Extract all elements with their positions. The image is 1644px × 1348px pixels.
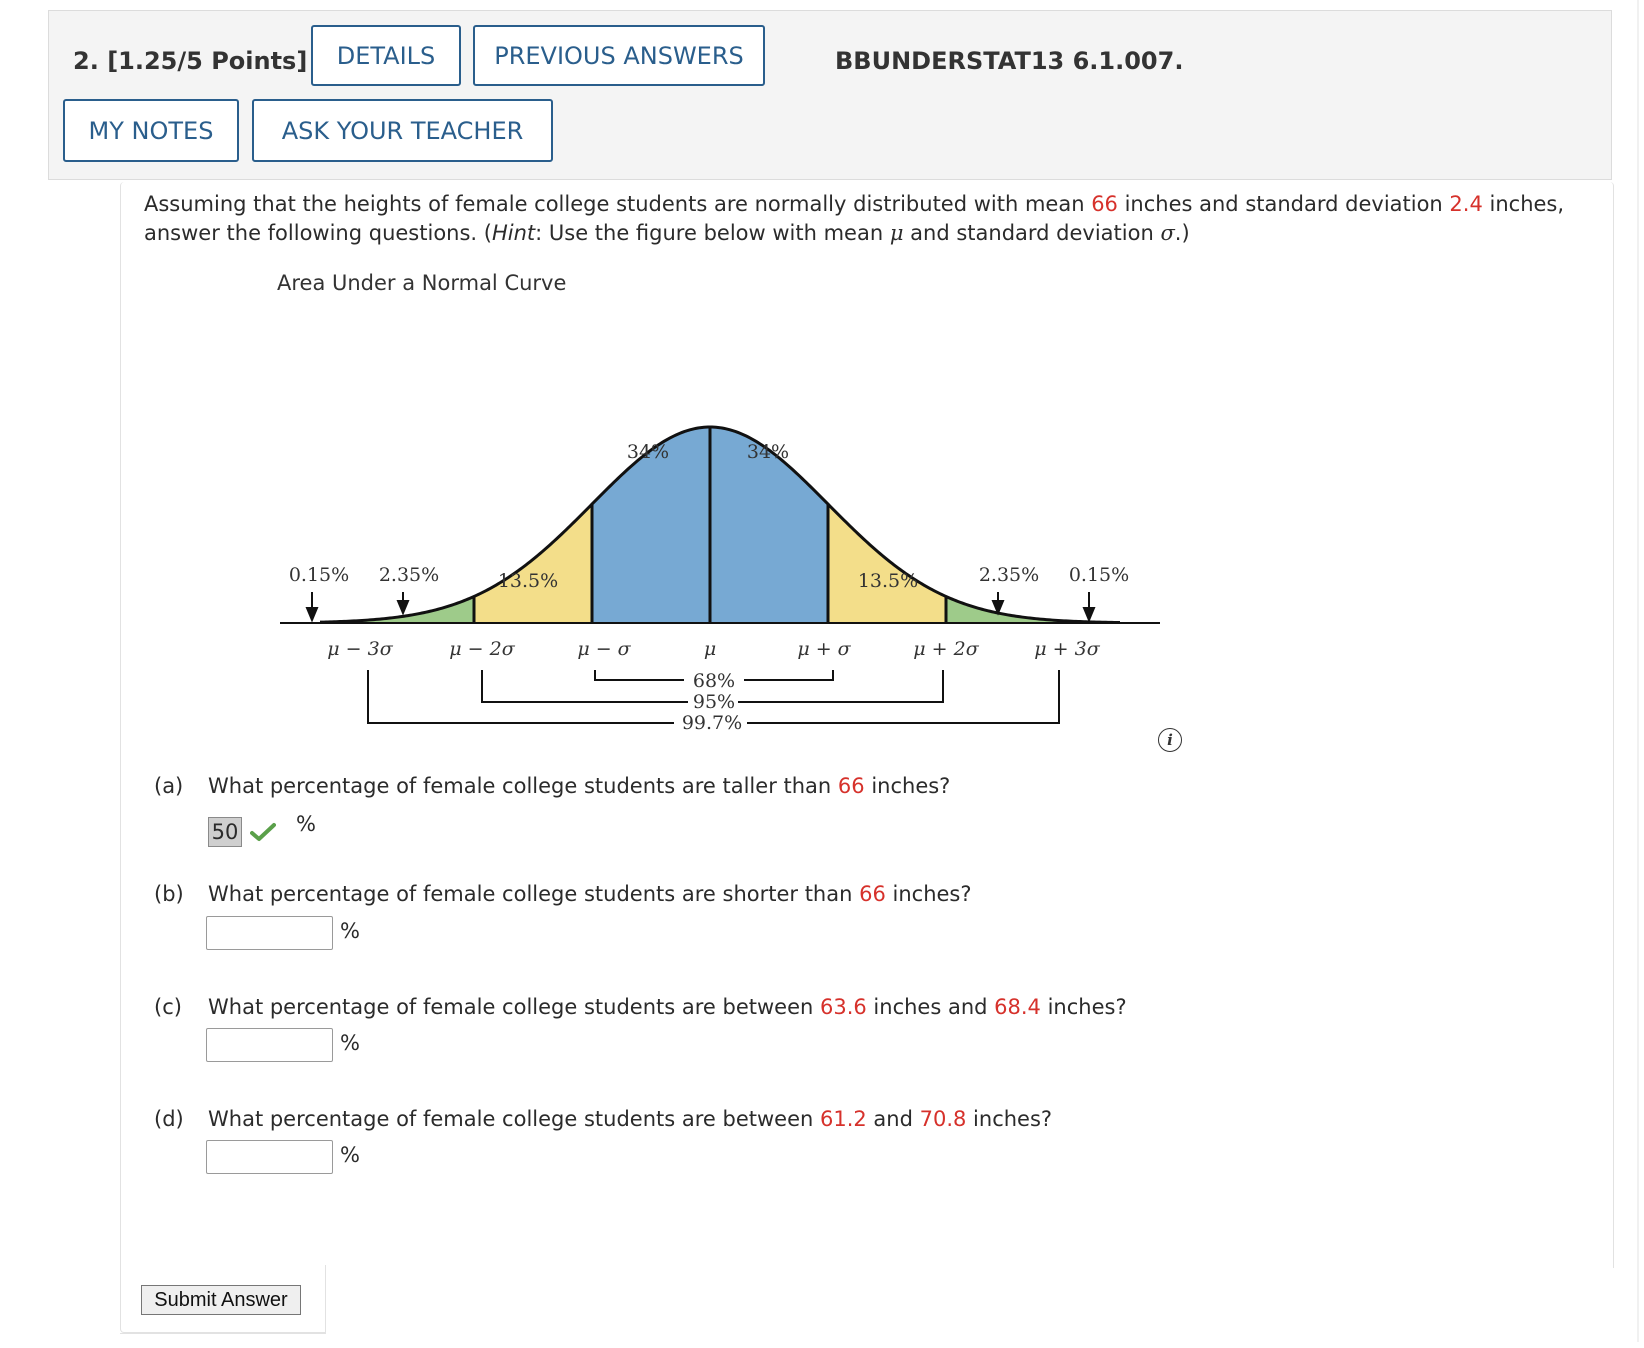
points-label: [1.25/5 Points] — [107, 47, 308, 75]
part-a-text: What percentage of female college students are taller than — [208, 774, 838, 798]
part-d-value-2: 70.8 — [919, 1107, 967, 1131]
bracket-997-left — [368, 670, 674, 723]
part-a-answer-box: 50 — [208, 817, 242, 847]
prompt-text: and standard deviation — [903, 221, 1161, 245]
part-d-value-1: 61.2 — [819, 1107, 867, 1131]
sigma-symbol: σ — [1160, 221, 1175, 245]
part-c-text: What percentage of female college students are between — [208, 995, 820, 1019]
part-d-label: (d) — [154, 1107, 184, 1131]
label-13-5-right: 13.5% — [857, 570, 919, 592]
prompt-text: inches and standard deviation — [1117, 192, 1450, 216]
prompt-text: Assuming that the heights of female college students are normally distributed with mean — [144, 192, 1092, 216]
figure-title: Area Under a Normal Curve — [277, 271, 567, 295]
part-a-value: 66 — [837, 774, 865, 798]
label-13-5-left: 13.5% — [497, 570, 559, 592]
normal-curve-svg — [270, 330, 1170, 730]
card-bottom-mask — [325, 1268, 1625, 1348]
label-2-35-right: 2.35% — [978, 564, 1040, 586]
arrowhead-0-15-left — [307, 608, 317, 620]
bracket-label-99-7: 99.7% — [681, 712, 743, 730]
part-b-answer-input[interactable] — [206, 916, 333, 950]
question-id: BBUNDERSTAT13 6.1.007. — [835, 47, 1184, 75]
label-34-right: 34% — [746, 441, 790, 463]
part-d-text-mid: and — [866, 1107, 920, 1131]
label-0-15-right: 0.15% — [1068, 564, 1130, 586]
part-b-value: 66 — [859, 882, 886, 906]
bracket-label-68: 68% — [692, 670, 736, 692]
details-button[interactable]: DETAILS — [311, 25, 461, 86]
part-c-value-1: 63.6 — [819, 995, 867, 1019]
question-header — [48, 10, 1612, 180]
hint-label: Hint — [491, 221, 536, 245]
label-2-35-left: 2.35% — [378, 564, 440, 586]
prompt-text: .) — [1174, 221, 1190, 245]
axis-mu-plus-2sigma: μ + 2σ — [913, 638, 979, 660]
part-d-text: What percentage of female college students are between — [208, 1107, 820, 1131]
part-c-text-end: inches? — [1040, 995, 1127, 1019]
page-scroll-edge — [1637, 0, 1639, 1342]
part-b-text: What percentage of female college students are shorter than — [208, 882, 860, 906]
bracket-95-left — [482, 670, 688, 702]
prompt-text: inches, answer the following questions. ( — [144, 192, 1565, 245]
bracket-997-right — [747, 670, 1059, 723]
axis-mu: μ — [703, 638, 717, 660]
part-c-value-2: 68.4 — [994, 995, 1041, 1019]
part-d-answer-input[interactable] — [206, 1140, 333, 1174]
part-a-label: (a) — [154, 774, 184, 798]
axis-mu-plus-3sigma: μ + 3σ — [1034, 638, 1100, 660]
mean-value: 66 — [1091, 192, 1118, 216]
previous-answers-button[interactable]: PREVIOUS ANSWERS — [473, 25, 765, 86]
part-c-unit: % — [340, 1031, 360, 1055]
part-b-question — [154, 882, 972, 906]
question-prompt — [144, 190, 1584, 248]
part-d-question — [154, 1107, 1052, 1131]
question-number: 2. — [73, 47, 99, 75]
submit-answer-button[interactable]: Submit Answer — [141, 1285, 301, 1315]
arrowhead-2-35-left — [398, 601, 408, 613]
part-d-unit: % — [340, 1143, 360, 1167]
axis-mu-minus-2sigma: μ − 2σ — [449, 638, 515, 660]
mu-symbol: μ — [889, 221, 904, 245]
part-b-text-end: inches? — [885, 882, 972, 906]
ask-your-teacher-button[interactable]: ASK YOUR TEACHER — [252, 99, 553, 162]
my-notes-button[interactable]: MY NOTES — [63, 99, 239, 162]
part-b-unit: % — [340, 919, 360, 943]
part-c-answer-input[interactable] — [206, 1028, 333, 1062]
part-c-question — [154, 995, 1127, 1019]
part-d-text-end: inches? — [966, 1107, 1053, 1131]
normal-curve-figure — [270, 330, 1170, 734]
prompt-text: : Use the figure below with mean — [535, 221, 890, 245]
question-points — [73, 47, 307, 75]
part-b-label: (b) — [154, 882, 184, 906]
arrowhead-0-15-right — [1084, 608, 1094, 620]
bracket-68-right — [744, 670, 833, 680]
label-34-left: 34% — [626, 441, 670, 463]
part-a-question — [154, 774, 950, 798]
bracket-label-95: 95% — [692, 691, 736, 713]
curve-regions — [356, 427, 1064, 623]
part-c-text-mid: inches and — [866, 995, 995, 1019]
bracket-95-right — [738, 670, 943, 702]
part-a-text-end: inches? — [864, 774, 951, 798]
info-icon[interactable]: i — [1158, 728, 1182, 752]
sd-value: 2.4 — [1449, 192, 1483, 216]
axis-mu-plus-sigma: μ + σ — [797, 638, 851, 660]
axis-mu-minus-sigma: μ − σ — [577, 638, 631, 660]
axis-mu-minus-3sigma: μ − 3σ — [327, 638, 393, 660]
label-0-15-left: 0.15% — [288, 564, 350, 586]
bracket-68-left — [595, 670, 684, 680]
part-c-label: (c) — [154, 995, 182, 1019]
correct-check-icon — [250, 822, 276, 842]
part-a-unit: % — [296, 812, 316, 836]
